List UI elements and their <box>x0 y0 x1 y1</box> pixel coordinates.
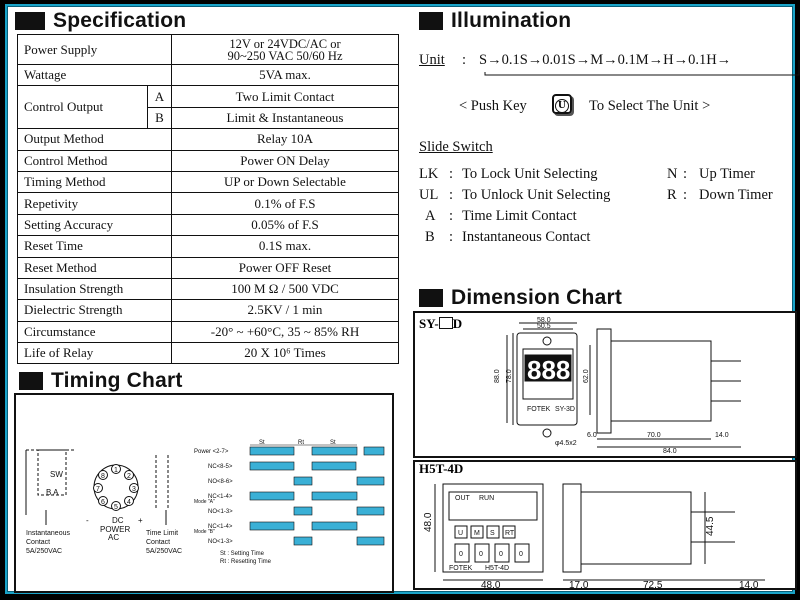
h5t-dimension-box <box>413 460 797 590</box>
spec-sub: A <box>148 86 172 107</box>
table-row <box>18 214 399 235</box>
specification-header <box>15 9 186 33</box>
spec-name: Reset Method <box>18 257 172 278</box>
pin-label: 4 <box>127 499 131 506</box>
pin-label: 2 <box>127 473 131 480</box>
interval-label: St <box>330 440 336 446</box>
switch-desc: Up Timer <box>699 166 756 182</box>
spec-name: Wattage <box>18 65 172 86</box>
switch-colon: : <box>683 166 688 182</box>
pin-label: 8 <box>101 473 105 480</box>
switch-key: N <box>667 166 678 182</box>
table-row <box>18 257 399 278</box>
sy-model-mark: SY-3D <box>555 406 575 413</box>
table-row <box>18 321 399 342</box>
unit-colon: : <box>462 52 467 68</box>
dimension-chart-header <box>419 286 622 310</box>
sw-label: SW <box>50 470 63 479</box>
h5t-digit: 0 <box>459 551 463 558</box>
signal-label: NC<8-5> <box>208 464 233 470</box>
h5t-key: U <box>458 530 464 537</box>
spec-name: Circumstance <box>18 321 172 342</box>
spec-value: 0.05% of F.S <box>172 214 399 235</box>
section-bullet <box>19 372 43 390</box>
dim-label: 48.0 <box>481 580 501 588</box>
table-row <box>18 35 399 65</box>
table-row <box>18 86 399 107</box>
dim-label: 14.0 <box>715 432 729 439</box>
push-key-post: To Select The Unit > <box>589 98 711 114</box>
spec-name: Dielectric Strength <box>18 300 172 321</box>
table-row <box>18 236 399 257</box>
switch-key: R <box>667 187 677 203</box>
illumination-header <box>419 9 571 33</box>
h5t-digit: 0 <box>499 551 503 558</box>
unit-label: Unit <box>419 52 445 68</box>
push-key-pre: < Push Key <box>459 98 527 114</box>
spec-value: Power ON Delay <box>172 150 399 171</box>
switch-colon: : <box>683 187 688 203</box>
spec-table <box>17 34 399 364</box>
signal-label: NO<1-3> <box>208 539 233 545</box>
interval-label: St <box>259 440 265 446</box>
table-row <box>18 150 399 171</box>
switch-colon: : <box>449 166 454 182</box>
sy-dimension-drawing <box>415 313 795 456</box>
interval-label: Rt <box>298 440 304 446</box>
spec-sub: B <box>148 107 172 128</box>
legend-resetting: Rt : Resetting Time <box>220 559 272 565</box>
dim-label: 17.0 <box>569 580 589 588</box>
spec-name: Reset Time <box>18 236 172 257</box>
h5t-key: M <box>474 530 480 537</box>
sy-display-digits: 888 <box>527 355 571 385</box>
pin-label: 7 <box>96 486 100 493</box>
table-row <box>18 129 399 150</box>
dim-label: 72.5 <box>643 580 663 588</box>
spec-name: Life of Relay <box>18 343 172 364</box>
table-row <box>18 171 399 192</box>
spec-value: 0.1% of F.S <box>172 193 399 214</box>
spec-name: Control Output <box>18 86 148 129</box>
signal-label: NC<1-4> <box>208 524 233 530</box>
inst-caption-2: Contact <box>26 539 51 546</box>
spec-value-2: 90~250 VAC 50/60 Hz <box>227 48 343 63</box>
spec-value: 100 M Ω / 500 VDC <box>172 278 399 299</box>
spec-value: -20° ~ +60°C, 35 ~ 85% RH <box>172 321 399 342</box>
h5t-model-mark: H5T-4D <box>485 565 510 572</box>
unit-sequence: S→0.1S→0.01S→M→0.1M→H→0.1H→ <box>479 52 732 68</box>
unit-loop-arrow-icon <box>477 54 800 76</box>
ac-label: AC <box>108 533 120 542</box>
dim-label: 48.0 <box>423 512 434 532</box>
dimension-chart-title: Dimension Chart <box>451 286 623 309</box>
u-key-icon: U <box>552 94 572 114</box>
h5t-key: RT <box>505 530 515 537</box>
spec-value: Two Limit Contact <box>172 86 399 107</box>
switch-key: LK <box>419 166 439 182</box>
switch-desc: To Unlock Unit Selecting <box>462 187 611 203</box>
spec-value: 5VA max. <box>172 65 399 86</box>
plus-label: + <box>138 516 143 525</box>
spec-value: UP or Down Selectable <box>172 171 399 192</box>
switch-desc: Time Limit Contact <box>462 208 577 224</box>
pin-label: 1 <box>114 467 118 474</box>
dim-label: φ4.5x2 <box>555 440 577 447</box>
spec-value: 0.1S max. <box>172 236 399 257</box>
spec-name: Output Method <box>18 129 172 150</box>
dc-label: DC <box>112 516 124 525</box>
spec-sheet <box>5 4 795 594</box>
inst-caption-1: Instantaneous <box>26 530 70 537</box>
timing-chart-box <box>14 393 394 593</box>
spec-name: Setting Accuracy <box>18 214 172 235</box>
spec-name: Repetivity <box>18 193 172 214</box>
spec-name: Insulation Strength <box>18 278 172 299</box>
illumination-title: Illumination <box>451 9 572 32</box>
mode-label: Mode "A" <box>194 499 215 505</box>
switch-key: A <box>425 208 436 224</box>
wiring-diagram <box>16 395 196 591</box>
timing-waveform <box>192 395 392 591</box>
spec-name: Timing Method <box>18 171 172 192</box>
dim-label: 70.0 <box>647 432 661 439</box>
dim-label: 14.0 <box>739 580 759 588</box>
pin-label: 3 <box>132 486 136 493</box>
model-sy-title: SY- D <box>419 316 463 331</box>
h5t-key: S <box>490 530 495 537</box>
dim-label: 50.5 <box>537 323 551 330</box>
ab-label: B A <box>46 488 59 497</box>
table-row <box>18 343 399 364</box>
inst-caption-3: 5A/250VAC <box>26 548 63 555</box>
specification-title: Specification <box>53 9 187 32</box>
dim-label: 84.0 <box>663 448 677 455</box>
spec-value: Power OFF Reset <box>172 257 399 278</box>
switch-colon: : <box>449 208 454 224</box>
sy-dimension-box <box>413 311 797 458</box>
dim-label: 58.0 <box>537 317 551 324</box>
spec-name: Power Supply <box>18 35 172 65</box>
h5t-digit: 0 <box>519 551 523 558</box>
signal-label: NO<8-6> <box>208 479 233 485</box>
spec-name: Control Method <box>18 150 172 171</box>
table-row <box>18 65 399 86</box>
switch-key: B <box>425 229 435 245</box>
sy-brand: FOTEK <box>527 406 551 413</box>
signal-label: Power <2-7> <box>194 449 229 455</box>
h5t-dimension-drawing <box>415 462 795 588</box>
spec-value: Relay 10A <box>172 129 399 150</box>
pin-label: 5 <box>114 504 118 511</box>
power-label: POWER <box>100 525 131 534</box>
pin-label: 6 <box>101 499 105 506</box>
dim-label: 6.0 <box>587 432 597 439</box>
table-row <box>18 278 399 299</box>
dim-label: 44.5 <box>705 516 716 536</box>
limit-caption-2: Contact <box>146 539 171 546</box>
section-bullet <box>15 12 45 30</box>
switch-desc: Instantaneous Contact <box>462 229 591 245</box>
signal-label: NC<1-4> <box>208 494 233 500</box>
section-bullet <box>419 289 443 307</box>
dim-label: 78.0 <box>506 369 513 383</box>
mode-label: Mode "B" <box>194 529 215 535</box>
spec-value: Limit & Instantaneous <box>172 107 399 128</box>
model-h5t-title: H5T-4D <box>419 461 464 476</box>
spec-value: 2.5KV / 1 min <box>172 300 399 321</box>
switch-desc: To Lock Unit Selecting <box>462 166 598 182</box>
switch-key: UL <box>419 187 439 203</box>
switch-colon: : <box>449 187 454 203</box>
table-row <box>18 300 399 321</box>
timing-chart-title: Timing Chart <box>51 369 183 392</box>
minus-label: - <box>86 516 89 525</box>
spec-value: 20 X 10⁶ Times <box>172 343 399 364</box>
section-bullet <box>419 12 443 30</box>
table-row <box>18 193 399 214</box>
timing-chart-header <box>19 369 183 393</box>
h5t-out-label: OUT <box>455 495 470 502</box>
h5t-run-label: RUN <box>479 495 495 502</box>
h5t-digit: 0 <box>479 551 483 558</box>
dim-label: 62.0 <box>583 369 590 383</box>
dim-label: 88.0 <box>494 369 501 383</box>
limit-caption-1: Time Limit <box>146 530 179 537</box>
h5t-brand: FOTEK <box>449 565 473 572</box>
slide-switch-title: Slide Switch <box>419 139 493 155</box>
limit-caption-3: 5A/250VAC <box>146 548 183 555</box>
spec-value: 12V or 24VDC/AC or <box>229 36 341 51</box>
switch-desc: Down Timer <box>699 187 773 203</box>
switch-colon: : <box>449 229 454 245</box>
legend-setting: St : Setting Time <box>220 551 265 557</box>
signal-label: NO<1-3> <box>208 509 233 515</box>
